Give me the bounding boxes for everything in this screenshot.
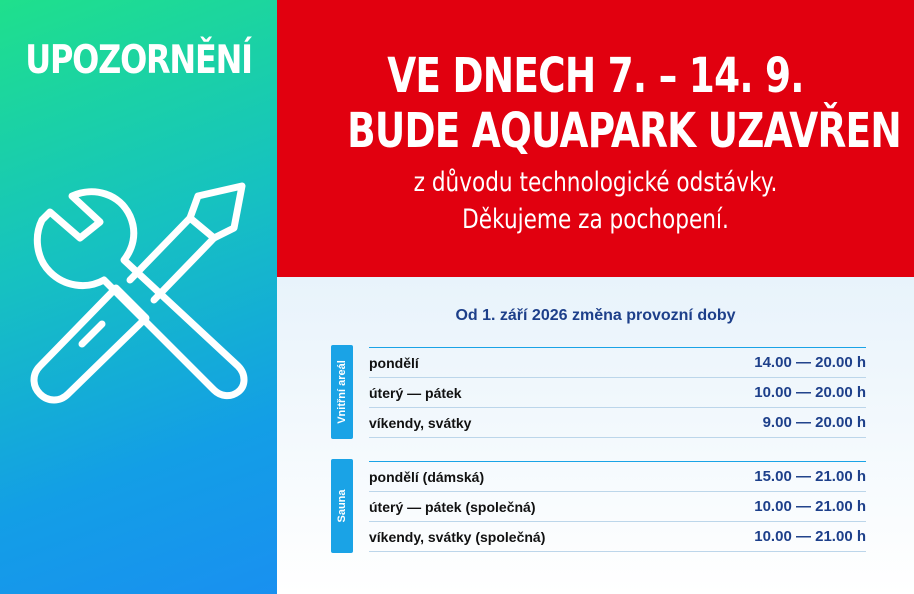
row-day: úterý — pátek xyxy=(369,384,462,401)
hours-row xyxy=(369,377,866,407)
hours-row xyxy=(369,491,866,521)
row-time: 9.00 — 20.00 h xyxy=(762,414,866,431)
row-time: 10.00 — 20.00 h xyxy=(754,384,866,401)
closure-reason: z důvodu technologické odstávky. xyxy=(413,167,778,198)
closure-banner xyxy=(277,0,914,277)
indoor-hours-list xyxy=(369,347,866,438)
row-day: víkendy, svátky (společná) xyxy=(369,528,546,545)
closure-dates: VE DNECH 7. – 14. 9. xyxy=(387,48,804,104)
section-label: Sauna xyxy=(336,489,348,523)
warning-title: UPOZORNĚNÍ xyxy=(25,38,252,83)
opening-hours-title: Od 1. září 2026 změna provozní doby xyxy=(455,307,736,324)
row-time: 15.00 — 21.00 h xyxy=(754,468,866,485)
wrench-and-screwdriver-icon xyxy=(20,176,256,412)
row-day: úterý — pátek (společná) xyxy=(369,498,536,515)
left-panel xyxy=(0,0,277,594)
row-time: 14.00 — 20.00 h xyxy=(754,354,866,371)
row-day: pondělí xyxy=(369,354,419,371)
section-label: Vnitřní areál xyxy=(336,360,348,424)
row-day: pondělí (dámská) xyxy=(369,468,485,485)
sauna-hours-list xyxy=(369,461,866,552)
section-tab-indoor xyxy=(331,345,353,439)
row-time: 10.00 — 21.00 h xyxy=(754,528,866,545)
hours-row xyxy=(369,521,866,552)
hours-row xyxy=(369,407,866,438)
opening-hours-panel xyxy=(277,277,914,594)
row-time: 10.00 — 21.00 h xyxy=(754,498,866,515)
row-day: víkendy, svátky xyxy=(369,414,472,431)
section-tab-sauna xyxy=(331,459,353,553)
hours-row xyxy=(369,347,866,377)
thank-you-text: Děkujeme za pochopení. xyxy=(462,204,729,235)
closure-headline: BUDE AQUAPARK UZAVŘEN xyxy=(347,103,901,159)
hours-row xyxy=(369,461,866,491)
